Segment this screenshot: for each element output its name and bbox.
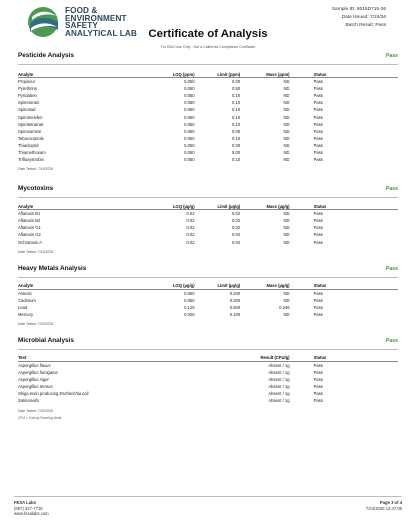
table-cell: 0.050 (184, 135, 195, 141)
table-cell: Absent / 1g (268, 398, 290, 404)
table-cell: 0.050 (184, 86, 195, 92)
table-cell: Pass (313, 100, 323, 106)
table-row (18, 376, 398, 383)
table-row (18, 149, 398, 156)
table-row (18, 297, 398, 304)
sample-id: Sample ID: 8016D715-36 (331, 7, 386, 12)
table-cell: 0.100 (229, 311, 241, 317)
table-cell: 0.10 (232, 107, 241, 113)
table-cell: Trifloxystrobin (18, 157, 44, 163)
column-header: LOQ (µg/g) (155, 203, 197, 210)
table-row (18, 361, 398, 369)
table-cell: Pass (313, 128, 323, 134)
table-row (18, 369, 398, 376)
logo-line-3: SAFETY (65, 21, 98, 31)
table-cell: Pass (313, 114, 323, 120)
heavy-metals-table (18, 283, 398, 318)
table-row (18, 239, 398, 246)
table-cell: Pass (313, 121, 323, 127)
table-cell: ND (283, 121, 290, 127)
table-row (18, 231, 398, 238)
table-cell: 0.10 (232, 114, 241, 120)
table-cell: Thiacloprid (18, 142, 39, 148)
table-cell: ND (283, 128, 290, 134)
table-row (18, 390, 398, 397)
table-cell: ND (283, 157, 290, 163)
table-cell: 0.10 (232, 135, 241, 141)
table-cell: 0.02 (186, 218, 195, 224)
logo-line-1: FOOD & (65, 6, 98, 15)
logo-line-4: ANALYTICAL LAB (65, 28, 137, 38)
column-header: Limit (ppm) (197, 71, 243, 78)
section-title: Microbial Analysis (18, 336, 74, 344)
table-cell: Pass (313, 107, 323, 113)
footer-page-info (366, 500, 402, 510)
table-cell: 0.050 (184, 157, 195, 163)
table-cell: Pass (313, 149, 323, 155)
table-cell: Absent / 1g (268, 391, 290, 397)
table-cell: 0.050 (184, 107, 195, 113)
pesticide-section (18, 52, 398, 171)
page-title: Certificate of Analysis (148, 28, 268, 40)
table-cell: Tebuconazole (18, 135, 44, 141)
date-tested: Date Tested: 7/16/2026 (18, 249, 53, 254)
table-cell: ND (283, 311, 290, 317)
table-cell: ND (283, 225, 290, 231)
table-cell: 0.00 (232, 128, 241, 134)
table-cell: ND (283, 135, 290, 141)
table-cell: 0.00 (232, 79, 241, 85)
table-row (18, 78, 398, 86)
table-cell: Aspergillus flavus (18, 363, 51, 369)
table-cell: 0.10 (232, 157, 241, 163)
table-cell: Aflatoxin B2 (18, 218, 41, 224)
table-cell: ND (283, 232, 290, 238)
table-cell: 0.02 (186, 239, 195, 245)
section-title: Mycotoxins (18, 185, 54, 193)
table-cell: ND (283, 107, 290, 113)
column-header: Analyte (18, 203, 155, 210)
logo-line-2: ENVIRONMENT (65, 13, 127, 23)
table-cell: Absent / 1g (268, 377, 290, 383)
table-cell: 0.10 (232, 93, 241, 99)
table-cell: 0.050 (184, 79, 195, 85)
table-cell: 0.200 (229, 297, 241, 303)
table-cell: Arsenic (18, 290, 32, 296)
column-header: Analyte (18, 283, 155, 290)
footnote: CFU = Colony Forming Units (18, 415, 62, 420)
table-cell: 0.050 (184, 100, 195, 106)
table-cell: Aspergillus terreus (18, 384, 53, 390)
table-row (18, 135, 398, 142)
table-cell: Pass (313, 232, 323, 238)
header (13, 0, 403, 44)
date-tested: Date Tested: 7/22/2026 (18, 408, 53, 413)
table-cell: Aflatoxin G1 (18, 225, 41, 231)
table-cell: ND (283, 93, 290, 99)
table-cell: 0.050 (184, 297, 195, 303)
table-row (18, 99, 398, 106)
table-cell: 0.050 (184, 128, 195, 134)
page-number: Page 3 of 4 (379, 500, 402, 506)
table-cell: 0.050 (184, 114, 195, 120)
table-row (18, 156, 398, 163)
table-cell: 0.500 (229, 304, 241, 310)
table-cell: Aflatoxin G2 (18, 232, 41, 238)
table-row (18, 311, 398, 318)
table-cell: Pass (313, 370, 323, 376)
table-cell: 0.050 (184, 142, 195, 148)
table-cell: ND (283, 218, 290, 224)
table-cell: Ochratoxin A (18, 239, 42, 245)
table-cell: Thiamethoxam (18, 149, 46, 155)
table-row (18, 128, 398, 135)
table-row (18, 397, 398, 404)
table-cell: Spinetoram (18, 100, 40, 106)
table-row (18, 217, 398, 224)
table-cell: 0.10 (232, 121, 241, 127)
section-title: Pesticide Analysis (18, 52, 74, 59)
footer (14, 496, 402, 516)
footer-phone: (657) 317-7716 (14, 505, 43, 511)
table-cell: Pyridaben (18, 93, 37, 99)
column-header: Analyte (18, 71, 155, 78)
table-cell: 0.02 (232, 218, 241, 224)
column-header: Status (292, 283, 398, 290)
table-cell: Cadmium (18, 297, 36, 303)
table-cell: 0.02 (186, 211, 195, 217)
table-cell: Pass (313, 398, 323, 404)
table-cell: Pass (313, 157, 323, 163)
column-header: Mass (µg/g) (242, 283, 291, 290)
table-cell: ND (283, 149, 290, 155)
section-status-badge: Pass (385, 337, 398, 344)
column-header: Mass (µg/g) (242, 203, 291, 210)
footer-timestamp: 7/24/2026 13:47:05 (365, 505, 402, 511)
table-cell: 0.050 (184, 121, 195, 127)
table-cell: ND (283, 114, 290, 120)
column-header: LOQ (ppm) (155, 71, 197, 78)
section-status-badge: Pass (385, 53, 398, 59)
table-cell: 0.02 (232, 239, 241, 245)
table-row (18, 106, 398, 113)
table-cell: Spinosad (18, 107, 36, 113)
table-cell: 0.050 (184, 290, 195, 296)
table-cell: ND (283, 86, 290, 92)
microbial-section (18, 337, 398, 420)
table-row (18, 224, 398, 231)
table-cell: Absent / 1g (268, 370, 290, 376)
table-cell: 0.50 (232, 86, 241, 92)
table-cell: 0.125 (184, 304, 195, 310)
pesticide-table (18, 71, 398, 163)
table-cell: 0.050 (184, 93, 195, 99)
table-cell: Pass (313, 384, 323, 390)
footer-website[interactable]: www.fesalabs.com (14, 510, 49, 516)
table-row (18, 142, 398, 149)
table-cell: Lead (18, 304, 28, 310)
footer-lab-name: FESA Labs (14, 500, 36, 506)
table-cell: 0.10 (232, 100, 241, 106)
column-header: Limit (µg/g) (197, 283, 243, 290)
table-cell: Aflatoxin B1 (18, 211, 41, 217)
table-cell: 0.00 (232, 142, 241, 148)
table-cell: 0.02 (186, 232, 195, 238)
table-cell: Absent / 1g (268, 363, 290, 369)
table-cell: Absent / 1g (268, 384, 290, 390)
table-row (18, 210, 398, 218)
table-row (18, 289, 398, 297)
column-header: Test (18, 355, 200, 362)
table-cell: ND (283, 297, 290, 303)
table-cell: Pass (313, 391, 323, 397)
table-row (18, 304, 398, 311)
page-subtitle: For R&D Use Only - Not a California Compliance Certificate (160, 45, 256, 49)
microbial-table (18, 355, 398, 405)
column-header: Status (292, 203, 398, 210)
table-cell: Spirotetramat (18, 121, 44, 127)
table-cell: Pass (313, 211, 323, 217)
table-cell: Pass (313, 377, 323, 383)
table-cell: Pass (313, 239, 323, 245)
table-cell: 0.025 (184, 311, 195, 317)
table-cell: 0.02 (186, 225, 195, 231)
table-cell: Pass (313, 218, 323, 224)
table-cell: Spiroxamine (18, 128, 42, 134)
mycotoxins-table (18, 203, 398, 245)
table-cell: ND (283, 290, 290, 296)
table-cell: ND (283, 100, 290, 106)
date-issued: Date Issued: 7/24/26 (341, 14, 386, 20)
table-cell: Pyrethrins (18, 86, 37, 92)
table-cell: Pass (313, 363, 323, 369)
table-cell: Pass (313, 297, 323, 303)
column-header: Status (292, 71, 398, 78)
column-header: LOQ (µg/g) (155, 283, 197, 290)
table-cell: 0.246 (279, 304, 290, 310)
table-cell: ND (283, 239, 290, 245)
table-cell: 0.200 (229, 290, 241, 296)
table-cell: Salmonella (18, 398, 39, 404)
table-cell: Pass (313, 135, 323, 141)
table-cell: ND (283, 211, 290, 217)
batch-result: Batch Result: Pass (345, 22, 386, 28)
heavy-metals-section (18, 265, 398, 326)
table-cell: Mercury (18, 311, 34, 317)
sample-meta (332, 6, 386, 29)
table-cell: Pass (313, 79, 323, 85)
table-cell: Pass (313, 290, 323, 296)
table-cell: Pass (313, 225, 323, 231)
table-cell: 5.00 (232, 149, 241, 155)
table-cell: Pass (313, 86, 323, 92)
organism-name: Escherichia coli (59, 391, 89, 397)
section-status-badge: Pass (385, 186, 398, 193)
table-row (18, 121, 398, 128)
table-cell: ND (283, 142, 290, 148)
table-row (18, 383, 398, 390)
date-tested: Date Tested: 7/16/2026 (18, 167, 53, 172)
table-cell: 0.02 (232, 225, 241, 231)
section-title: Heavy Metals Analysis (18, 264, 87, 272)
table-cell: Aspergillus fumigatus (18, 370, 58, 376)
table-row (18, 92, 398, 99)
table-row (18, 85, 398, 92)
table-cell: 0.050 (184, 149, 195, 155)
date-tested: Date Tested: 7/20/2026 (18, 321, 53, 326)
column-header: Result (CFU/g) (200, 355, 291, 362)
table-cell: Propoxur (18, 79, 35, 85)
column-header: Mass (ppm) (242, 71, 291, 78)
column-header: Status (292, 355, 398, 362)
table-cell: Pass (313, 142, 323, 148)
table-cell: ND (283, 79, 290, 85)
column-header: Limit (µg/g) (197, 203, 243, 210)
table-cell: 0.02 (232, 211, 241, 217)
table-cell: 0.02 (232, 232, 241, 238)
table-cell: Pass (313, 311, 323, 317)
table-row (18, 113, 398, 120)
table-cell: Pass (313, 93, 323, 99)
section-status-badge: Pass (385, 265, 398, 272)
table-cell: Spiromesifen (18, 114, 43, 120)
table-cell: Pass (313, 304, 323, 310)
table-cell: Shiga toxin producing Escherichia coli (18, 391, 89, 397)
mycotoxins-section (18, 185, 398, 253)
table-cell: Aspergillus niger (18, 377, 49, 383)
